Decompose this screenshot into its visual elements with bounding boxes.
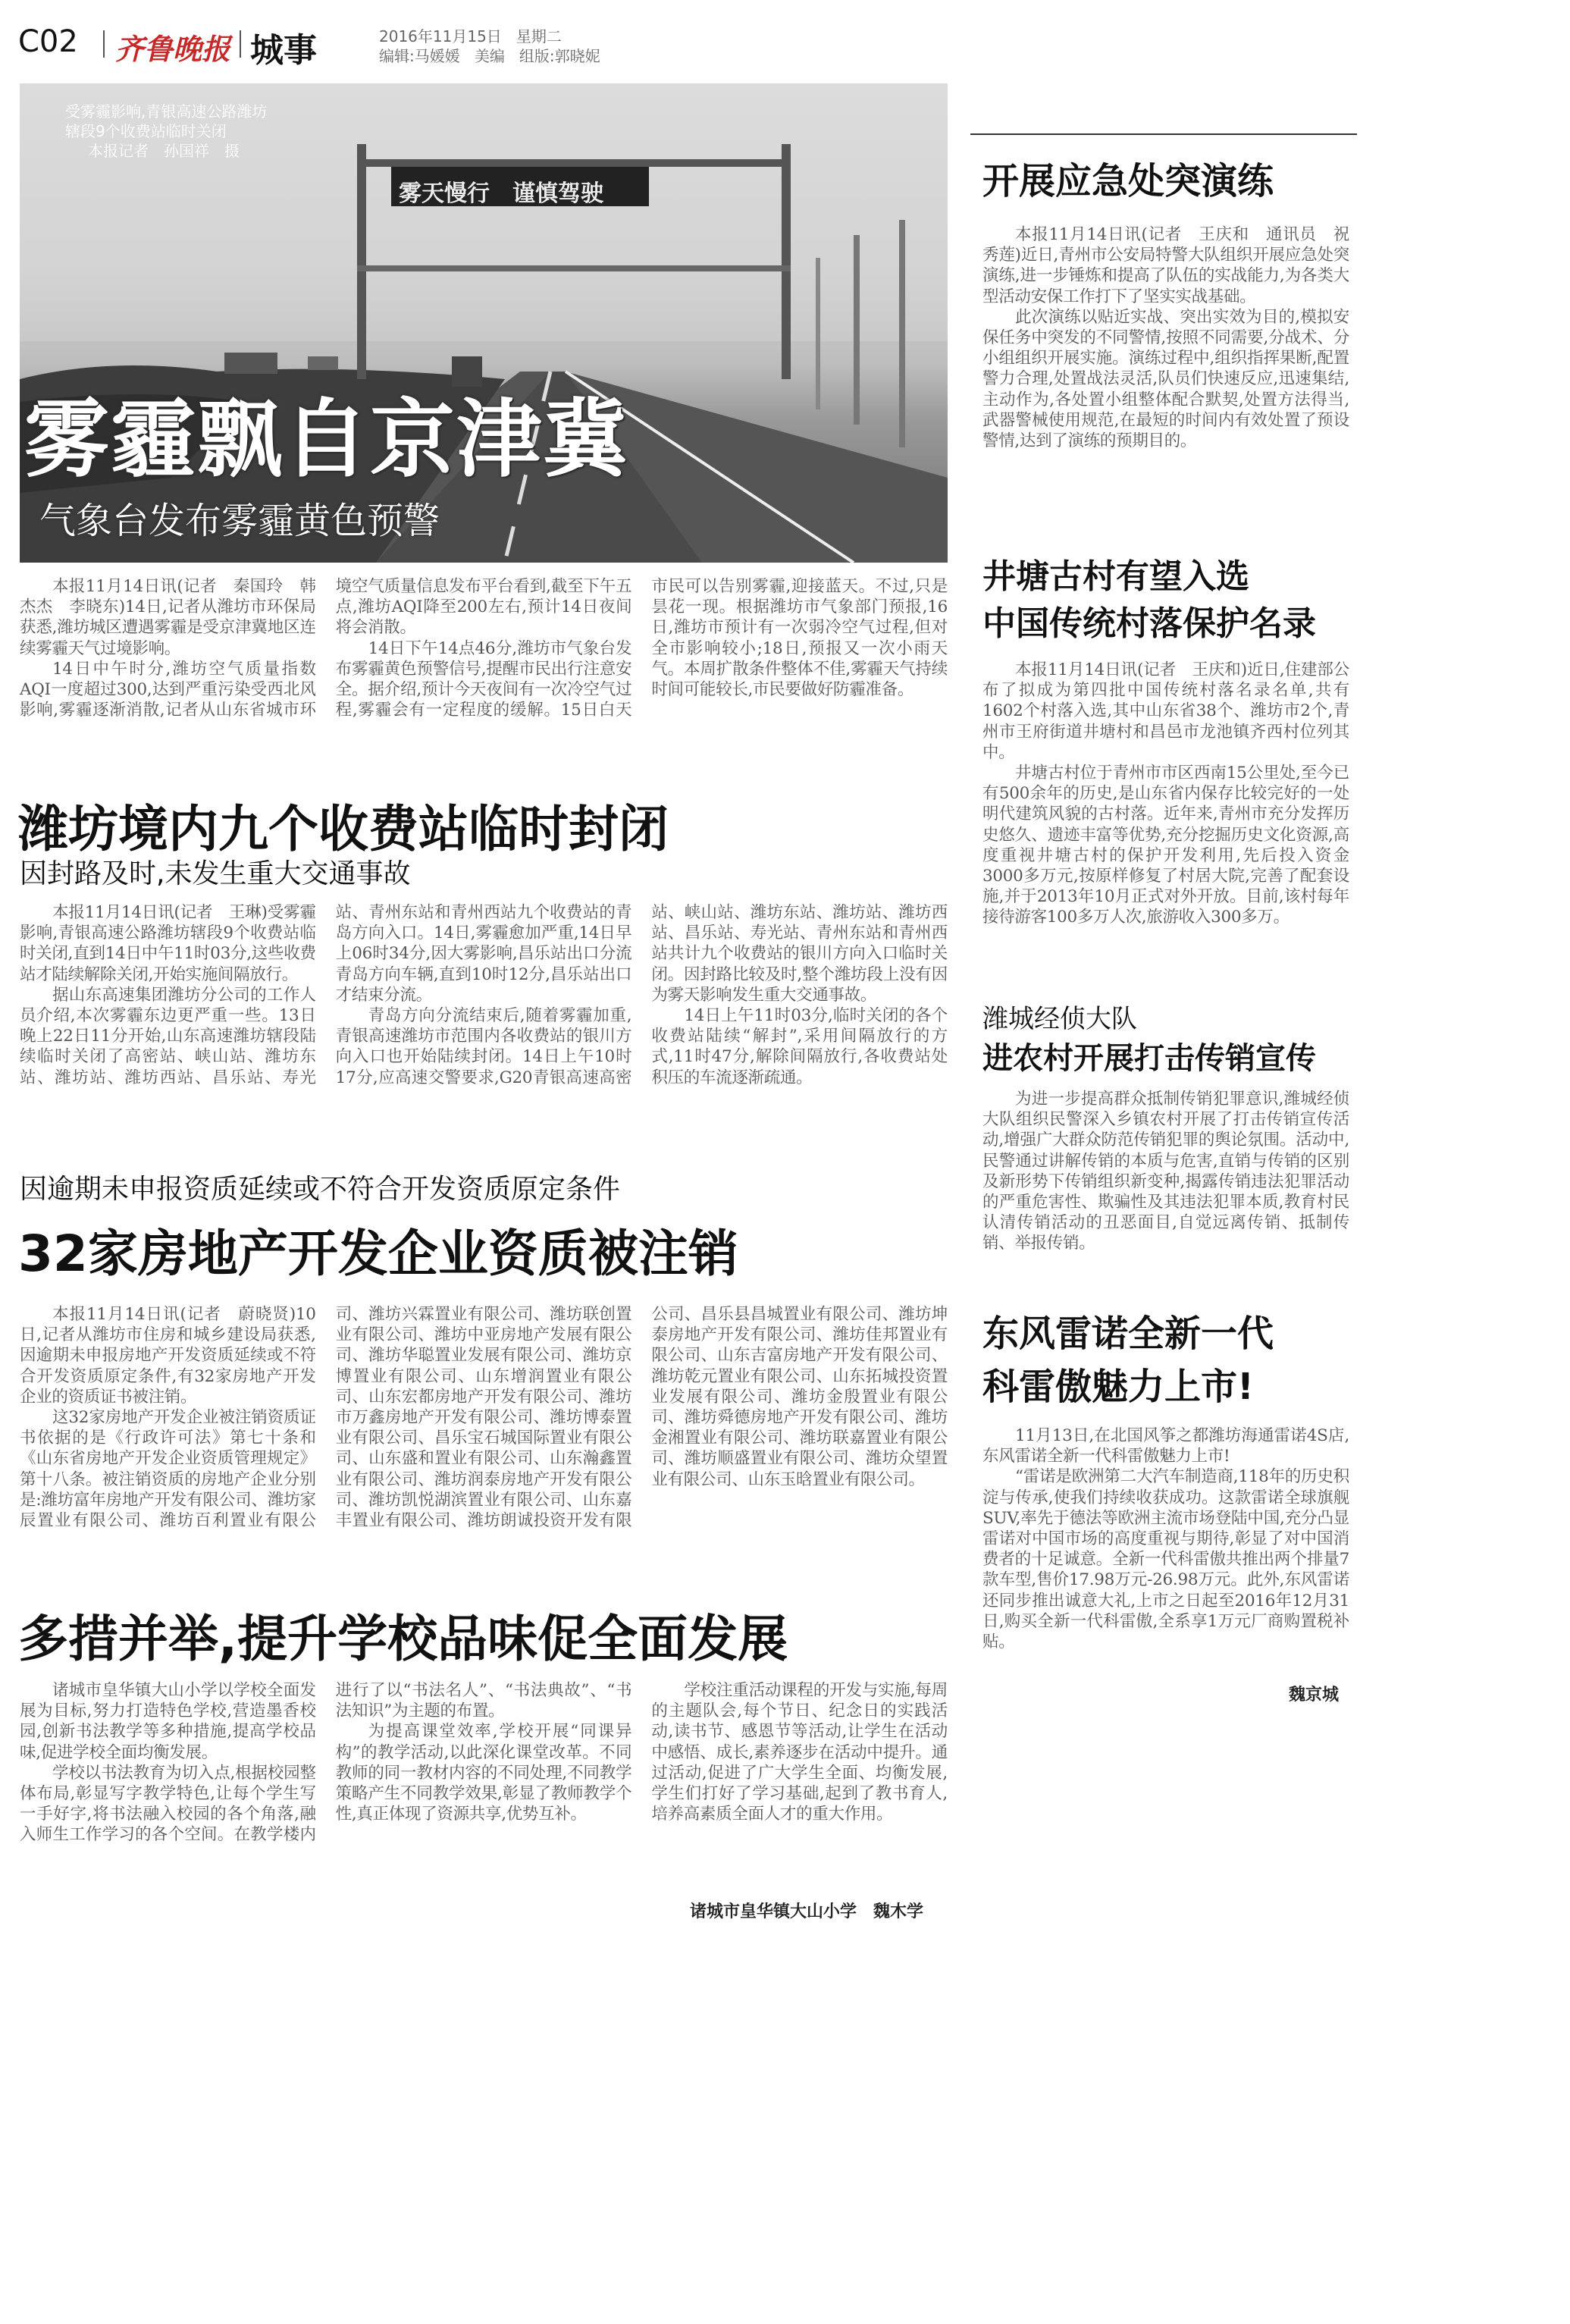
designer-name: 美编 — [474, 47, 505, 65]
fraud-paragraph: 为进一步提高群众抵制传销犯罪意识,潍城经侦大队组织民警深入乡镇农村开展了打击传销宣传活动,增强广大群众防范传销犯罪的舆论氛围。活动中,民警通过讲解传销的本质与危害,直销与传销的区别及新形势下传销组织新变种,揭露传销违法犯罪活动的严重危害性、欺骗性及其违法犯罪本质,教育村民认清传销活动的丑恶面目,自觉远离传销、抵制传销、举报传销。 — [982, 1090, 1349, 1253]
lead-paragraph: 14日中午时分,潍坊空气质量指数AQI一度超过300,达到严重污染受西北风影响,雾霾逐渐消散,记者从山东省城市环境空气质量信息发布平台看到,截至下午五点,潍坊AQI降至200左右,预计14日夜间将会消散。 — [20, 577, 632, 720]
page-number: C02 — [18, 24, 78, 59]
car-paragraph: 11月13日,在北国风筝之都潍坊海通雷诺4S店,东风雷诺全新一代科雷傲魅力上市! — [982, 1426, 1349, 1466]
toll-paragraph: 14日上午11时03分,临时关闭的各个收费站陆续“解封”,采用间隔放行的方式,11时47分,解除间隔放行,各收费站处积压的车流逐渐疏通。 — [651, 1006, 948, 1087]
fraud-headline: 进农村开展打击传销宣传 — [982, 1041, 1316, 1076]
issue-date-line — [379, 24, 562, 46]
lead-paragraph: 本报11月14日讯(记者 秦国玲 韩杰杰 李晓东)14日,记者从潍坊市环保局获悉,潍坊城区遭遇雾霾是受京津冀地区连续雾霾天气过境影响。 — [20, 577, 316, 658]
photo-caption-line2: 辖段9个收费站临时关闭 — [65, 122, 227, 140]
realestate-paragraph: 这32家房地产开发企业被注销资质证书依据的是《行政许可法》第七十条和《山东省房地产开发企业资质管理规定》第十八条。被注销资质的房地产企业分别是:潍坊富年房地产开发有限公司、潍坊家辰置业有限公司、潍坊百利置业有限公司、潍坊兴霖置业有限公司、潍坊联创置业有限公司、潍坊中亚房地产发展有限公司、潍坊华聪置业发展有限公司、潍坊京博置业有限公司、山东增润置业有限公司、山东宏都房地产开发有限公司、潍坊市万鑫房地产开发有限公司、潍坊博泰置业有限公司、昌乐宝石城国际置业有限公司、山东盛和置业有限公司、山东瀚鑫置业有限公司、潍坊润泰房地产开发有限公司、潍坊凯悦湖滨置业有限公司、山东嘉丰置业有限公司、潍坊朗诚投资开发有限公司、昌乐县昌城置业有限公司、潍坊坤泰房地产开发有限公司、潍坊佳邦置业有限公司、山东吉富房地产开发有限公司、潍坊乾元置业有限公司、山东拓城投资置业发展有限公司、潍坊金殷置业有限公司、潍坊舜德房地产开发有限公司、潍坊金湘置业有限公司、潍坊联嘉置业有限公司、潍坊顺盛置业有限公司、潍坊众望置业有限公司、山东玉晗置业有限公司。 — [20, 1305, 948, 1531]
village-article-body — [982, 660, 1349, 978]
toll-paragraph: 本报11月14日讯(记者 王琳)受雾霾影响,青银高速公路潍坊辖段9个收费站临时关闭,直到14日中午11时03分,这些收费站才陆续解除关闭,开始实施间隔放行。 — [20, 903, 316, 984]
fog-highway-photo — [20, 83, 948, 563]
school-paragraph: 学校以书法教育为切入点,根据校园整体布局,彰显写字教学特色,让每个学生写一手好字,将书法融入校园的各个角落,融入师生工作学习的各个空间。在教学楼内进行了以“书法名人”、“书法典故”、“书法知识”为主题的布置。 — [20, 1681, 632, 1845]
school-signature: 诸城市皇华镇大山小学 魏木学 — [690, 1902, 924, 1921]
header-divider-1 — [103, 30, 105, 58]
village-paragraph: 井塘古村位于青州市市区西南15公里处,至今已有500余年的历史,是山东省内保存比较完好的一处明代建筑风貌的古村落。近年来,青州市充分发挥历史悠久、遗迹丰富等优势,充分挖掘历史文化资源,高度重视井塘古村的保护开发利用,先后投入资金3000多万元,按原样修复了村居大院,完善了配套设施,并于2013年10月正式对外开放。目前,该村每年接待游客100多万人次,旅游收入300多万。 — [982, 764, 1349, 927]
drill-headline: 开展应急处突演练 — [982, 160, 1274, 202]
fraud-kicker: 潍城经侦大队 — [982, 1004, 1137, 1034]
toll-headline: 潍坊境内九个收费站临时封闭 — [18, 800, 669, 858]
car-paragraph: “雷诺是欧洲第二大汽车制造商,118年的历史积淀与传承,使我们持续收获成功。这款雷诺全球旗舰SUV,率先于德法等欧洲主流市场登陆中国,充分凸显雷诺对中国市场的高度重视与期待,彰显了对中国消费者的十足诚意。全新一代科雷傲共推出两个排量7款车型,售价17.98万元-26.98万元。此外,东风雷诺还同步推出诚意大礼,上市之日起至2016年12月31日,购买全新一代科雷傲,全系享1万元厂商购置税补贴。 — [982, 1467, 1349, 1652]
car-headline-line1: 东风雷诺全新一代 — [982, 1313, 1274, 1355]
lead-subheadline: 气象台发布雾霾黄色预警 — [39, 500, 440, 542]
school-headline: 多措并举,提升学校品味促全面发展 — [18, 1610, 788, 1668]
car-headline-line2: 科雷傲魅力上市! — [982, 1366, 1254, 1408]
right-column-top-rule — [970, 133, 1357, 135]
photo-caption — [65, 102, 267, 161]
drill-paragraph: 此次演练以贴近实战、突出实效为目的,模拟安保任务中突发的不同警情,按照不同需要,分战术、分小组组织开展实施。演练过程中,组织指挥果断,配置警力合理,处置战法灵活,队员们快速反应,迅速集结,主动作为,各处置小组整体配合默契,处置方法得当,武器警械使用规范,在最短的时间内有效处置了预设警情,达到了演练的预期目的。 — [982, 307, 1349, 451]
realestate-article-body — [20, 1304, 948, 1592]
school-article-body — [20, 1680, 948, 1893]
issue-weekday: 星期二 — [515, 27, 562, 45]
school-paragraph: 学校注重活动课程的开发与实施,每周的主题队会,每个节日、纪念日的实践活动,读书节、感恩节等活动,让学生在活动中感悟、成长,素养逐步在活动中提升。通过活动,促进了广大学生全面、均衡发展,学生们打好了学习基础,起到了教书育人,培养高素质全面人才的重大作用。 — [651, 1681, 948, 1824]
toll-paragraph: 青岛方向分流结束后,随着雾霾加重,青银高速潍坊市范围内各收费站的银川方向入口也开始陆续封闭。14日上午10时17分,应高速交警要求,G20青银高速高密站、峡山站、潍坊东站、潍坊站、潍坊西站、昌乐站、寿光站、青州东站和青州西站共计九个收费站的银川方向入口临时关闭。因封路比较及时,整个潍坊段上没有因为雾天影响发生重大交通事故。 — [335, 903, 948, 1087]
car-article-body — [982, 1425, 1349, 1683]
proof-name: 组版:郭晓妮 — [519, 47, 600, 65]
drill-article-body — [982, 224, 1349, 535]
school-paragraph: 为提高课堂效率,学校开展“同课异构”的教学活动,以此深化课堂改革。不同教师的同一教材内容的不同处理,不同教学策略产生不同教学效果,彰显了教师教学个性,真正体现了资源共享,优势互补。 — [335, 1722, 632, 1824]
masthead-logo: 齐鲁晚报 — [115, 32, 231, 66]
realestate-headline: 32家房地产开发企业资质被注销 — [18, 1225, 738, 1283]
photo-caption-line1: 受雾霾影响,青银高速公路潍坊 — [65, 102, 268, 121]
realestate-paragraph: 本报11月14日讯(记者 蔚晓贤)10日,记者从潍坊市住房和城乡建设局获悉,因逾期未申报房地产开发资质延续或不符合开发资质原定条件,有32家房地产开发企业的资质证书被注销。 — [20, 1305, 316, 1407]
toll-paragraph: 据山东高速集团潍坊分公司的工作人员介绍,本次雾霾东边更严重一些。13日晚上22日11分开始,山东高速潍坊辖段陆续临时关闭了高密站、峡山站、潍坊东站、潍坊站、潍坊西站、昌乐站、寿光站、青州东站和青州西站九个收费站的青岛方向入口。14日,雾霾愈加严重,14日早上06时34分,因大雾影响,昌乐站出口分流青岛方向车辆,直到10时12分,昌乐站出口才结束分流。 — [20, 903, 632, 1087]
toll-subheadline: 因封路及时,未发生重大交通事故 — [20, 858, 411, 889]
section-title: 城事 — [250, 31, 317, 70]
lead-headline: 雾霾飘自京津冀 — [24, 390, 629, 489]
drill-paragraph: 本报11月14日讯(记者 王庆和 通讯员 祝秀莲)近日,青州市公安局特警大队组织开展应急处突演练,进一步锤炼和提高了队伍的实战能力,为各类大型活动安保工作打下了坚实实战基础。 — [982, 225, 1349, 306]
car-signature: 魏京城 — [1289, 1686, 1340, 1705]
school-paragraph: 诸城市皇华镇大山小学以学校全面发展为目标,努力打造特色学校,营造墨香校园,创新书法教学等多种措施,提高学校品味,促进学校全面均衡发展。 — [20, 1681, 316, 1762]
toll-article-body — [20, 902, 948, 1130]
editor-name: 编辑:马媛媛 — [379, 47, 460, 65]
issue-date: 2016年11月15日 — [379, 27, 502, 45]
lead-paragraph: 14日下午14点46分,潍坊市气象台发布雾霾黄色预警信号,提醒市民出行注意安全。据介绍,预计今天夜间有一次冷空气过程,雾霾会有一定程度的缓解。15日白天市民可以告别雾霾,迎接蓝天。不过,只是昙花一现。根据潍坊市气象部门预报,16日,潍坊市预计有一次弱冷空气过程,但对全市影响较小;18日,预报又一次小雨天气。本周扩散条件整体不佳,雾霾天气持续时间可能较长,市民要做好防霾准备。 — [335, 577, 948, 720]
village-headline-line2: 中国传统村落保护名录 — [982, 604, 1316, 643]
photo-caption-credit: 本报记者 孙国祥 摄 — [88, 142, 240, 160]
editor-line — [379, 44, 600, 66]
gantry-sign-text: 雾天慢行 谨慎驾驶 — [399, 180, 603, 207]
village-paragraph: 本报11月14日讯(记者 王庆和)近日,住建部公布了拟成为第四批中国传统村落名录名单,共有1602个村落入选,其中山东省38个、潍坊市2个,青州市王府街道井塘村和昌邑市龙池镇齐西村位列其中。 — [982, 660, 1349, 762]
lead-article-body — [20, 576, 948, 766]
fraud-article-body — [982, 1089, 1349, 1316]
village-headline-line1: 井塘古村有望入选 — [982, 557, 1249, 596]
realestate-kicker: 因逾期未申报资质延续或不符合开发资质原定条件 — [20, 1174, 621, 1205]
header-divider-2 — [240, 30, 241, 58]
